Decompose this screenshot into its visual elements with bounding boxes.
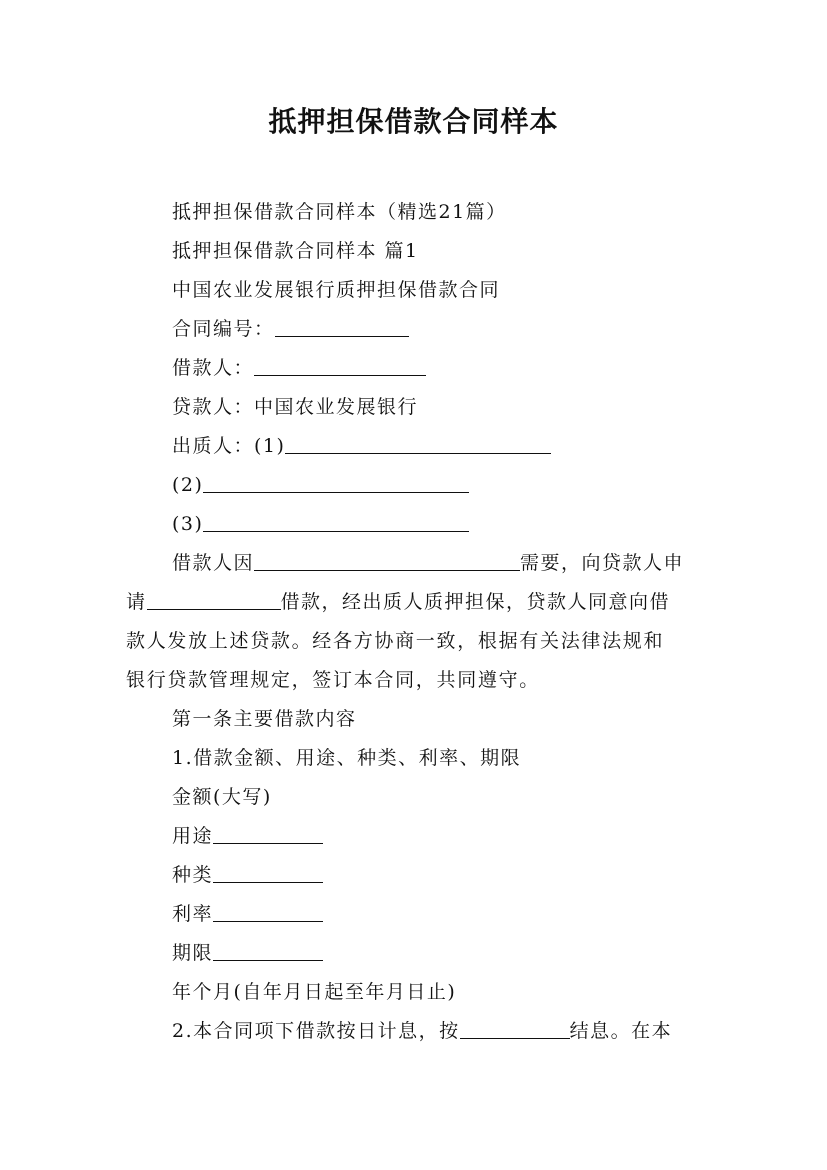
pledgor-line-3 [172,512,469,536]
pledgor-label: 出质人：(1) [172,435,286,457]
loan-amount-blank [147,591,281,610]
term-line [172,941,323,965]
amount-line: 金额(大写) [172,786,272,808]
subtitle-line: 抵押担保借款合同样本（精选21篇） [172,201,507,223]
contract-number-label: 合同编号： [172,318,275,340]
pledgor-line-2 [172,473,469,497]
pledgor-blank-2 [203,474,469,493]
term-period-line: 年个月(自年月日起至年月日止) [172,981,457,1003]
rate-blank [213,903,323,922]
pledgor-index-3: (3) [172,513,204,535]
paragraph-text: 借款人因 [172,552,255,574]
usage-line [172,824,323,848]
borrower-blank [254,357,426,376]
paragraph-text: 请 [126,591,147,613]
pledgor-line-1 [172,434,551,458]
interest-text: 结息。在本 [569,1020,673,1042]
usage-blank [213,825,323,844]
paragraph-line-2 [126,590,670,614]
type-line [172,863,323,887]
paragraph-text: 需要，向贷款人申 [520,552,685,574]
term-blank [213,942,323,961]
type-label: 种类 [172,864,214,886]
borrower-line [172,356,426,380]
contract-name: 中国农业发展银行质押担保借款合同 [172,279,501,301]
type-blank [213,864,323,883]
lender-line: 贷款人：中国农业发展银行 [172,396,419,418]
contract-number-line [172,317,409,341]
rate-label: 利率 [172,903,214,925]
interest-text: 2.本合同项下借款按日计息，按 [172,1020,460,1042]
purpose-blank [254,552,520,571]
pledgor-blank-1 [285,435,551,454]
term-label: 期限 [172,942,214,964]
pledgor-index-2: (2) [172,474,204,496]
paragraph-line-4: 银行贷款管理规定，签订本合同，共同遵守。 [126,669,541,691]
document-title: 抵押担保借款合同样本 [268,105,559,138]
contract-number-blank [275,318,409,337]
paragraph-line-1 [172,551,684,575]
interest-blank [460,1020,570,1039]
borrower-label: 借款人： [172,357,255,379]
interest-line [172,1019,672,1043]
usage-label: 用途 [172,825,214,847]
article-heading: 第一条主要借款内容 [172,708,357,730]
pledgor-blank-3 [203,513,469,532]
rate-line [172,902,323,926]
section-heading: 抵押担保借款合同样本 篇1 [172,240,419,262]
paragraph-text: 借款，经出质人质押担保，贷款人同意向借 [280,591,671,613]
paragraph-line-3: 款人发放上述贷款。经各方协商一致，根据有关法律法规和 [126,630,665,652]
item-heading: 1.借款金额、用途、种类、利率、期限 [172,747,522,769]
